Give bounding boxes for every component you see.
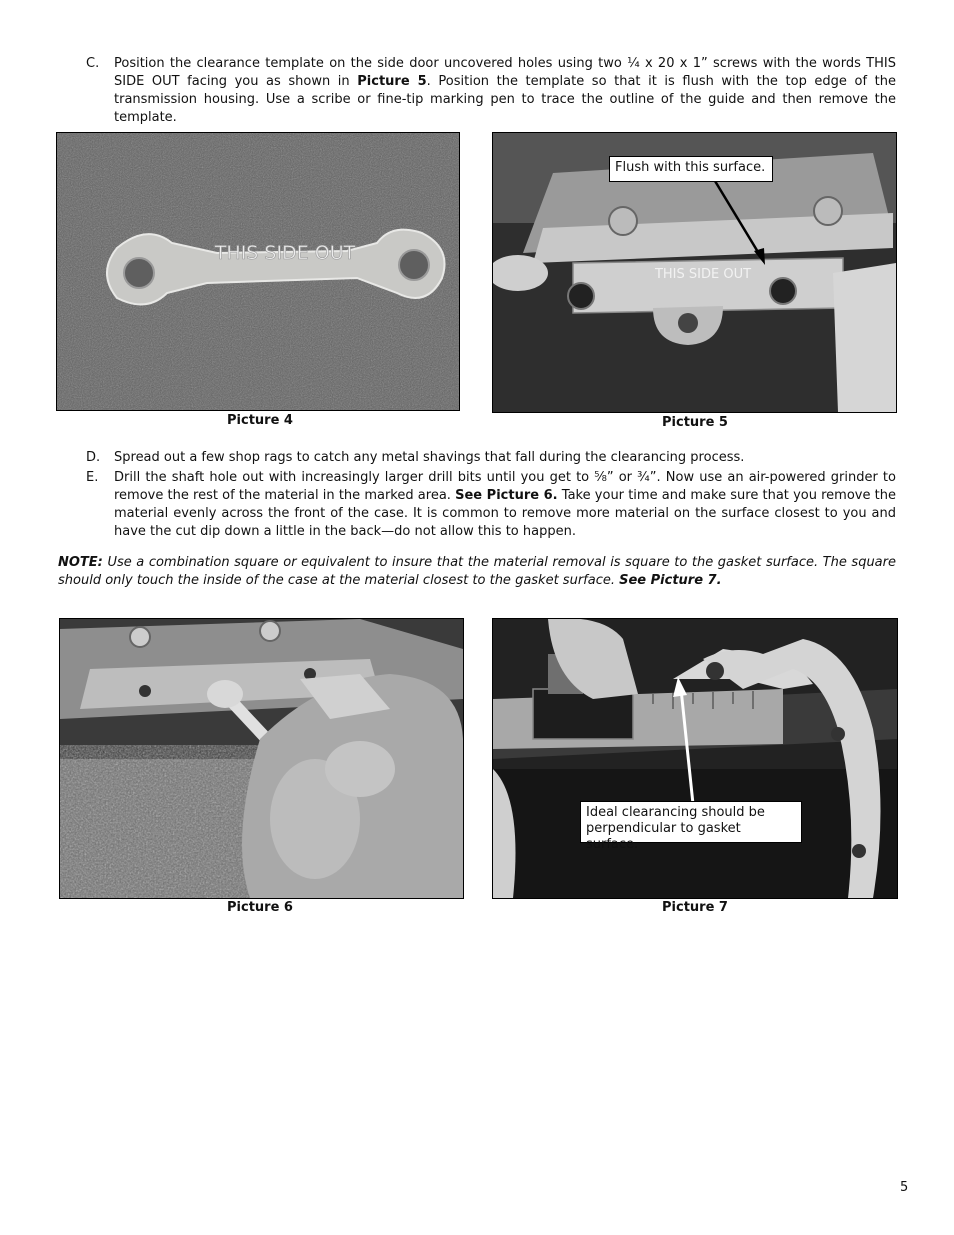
picture-6-photo [59,618,464,899]
step-c-text-1: Position the clearance template on the side door uncovered holes using two ¼ x 20 x 1” screws with the words THIS SIDE OUT facing you as shown in [114,56,896,89]
step-d-text: Spread out a few shop rags to catch any metal shavings that fall during the clearancing process. [114,450,745,465]
step-c-letter: C. [86,56,100,71]
step-e-text-2: Take your time and make sure that you remove the material evenly across the front of the case. It is common to remove more material on the surface closest to you and have the cut dip down a little in the back—do not allow this to happen. [114,488,897,539]
step-c-text [114,55,896,127]
step-e-text-1: Drill the shaft hole out with increasingly larger drill bits until you get to ⅝” or ¾”. Now use an air-powered grinder to remove the rest of the material in the marked area. [114,470,896,503]
picture-4-photo [56,132,460,411]
step-d-letter: D. [86,450,101,465]
note-label: NOTE: [58,555,103,570]
step-c-ref: Picture 5 [357,74,427,89]
note-paragraph [58,554,896,590]
picture-7-callout: Ideal clearancing should be perpendicular to gasket surface. [580,801,802,843]
step-e-ref: See Picture 6. [455,488,558,503]
picture-4-caption: Picture 4 [227,413,293,428]
picture-5-caption: Picture 5 [662,415,728,430]
page-number: 5 [900,1180,909,1195]
picture-6-caption: Picture 6 [227,900,293,915]
note-ref: See Picture 7. [619,573,722,588]
picture-4-engraving: THIS SIDE OUT [214,242,356,264]
picture-7-photo [492,618,898,899]
step-c-text-2: . Position the template so that it is flush with the top edge of the transmission housing. Use a scribe or fine-tip marking pen to trace the outline of the guide and then remove the template. [114,74,896,125]
step-e-letter: E. [86,470,99,485]
picture-5-engraving: THIS SIDE OUT [654,267,752,282]
picture-7-caption: Picture 7 [662,900,728,915]
step-e-text [114,469,896,541]
note-text: Use a combination square or equivalent to insure that the material removal is square to the gasket surface. The square should only touch the inside of the case at the material closest to the gasket surface. [58,555,896,588]
picture-5-callout: Flush with this surface. [609,156,773,182]
